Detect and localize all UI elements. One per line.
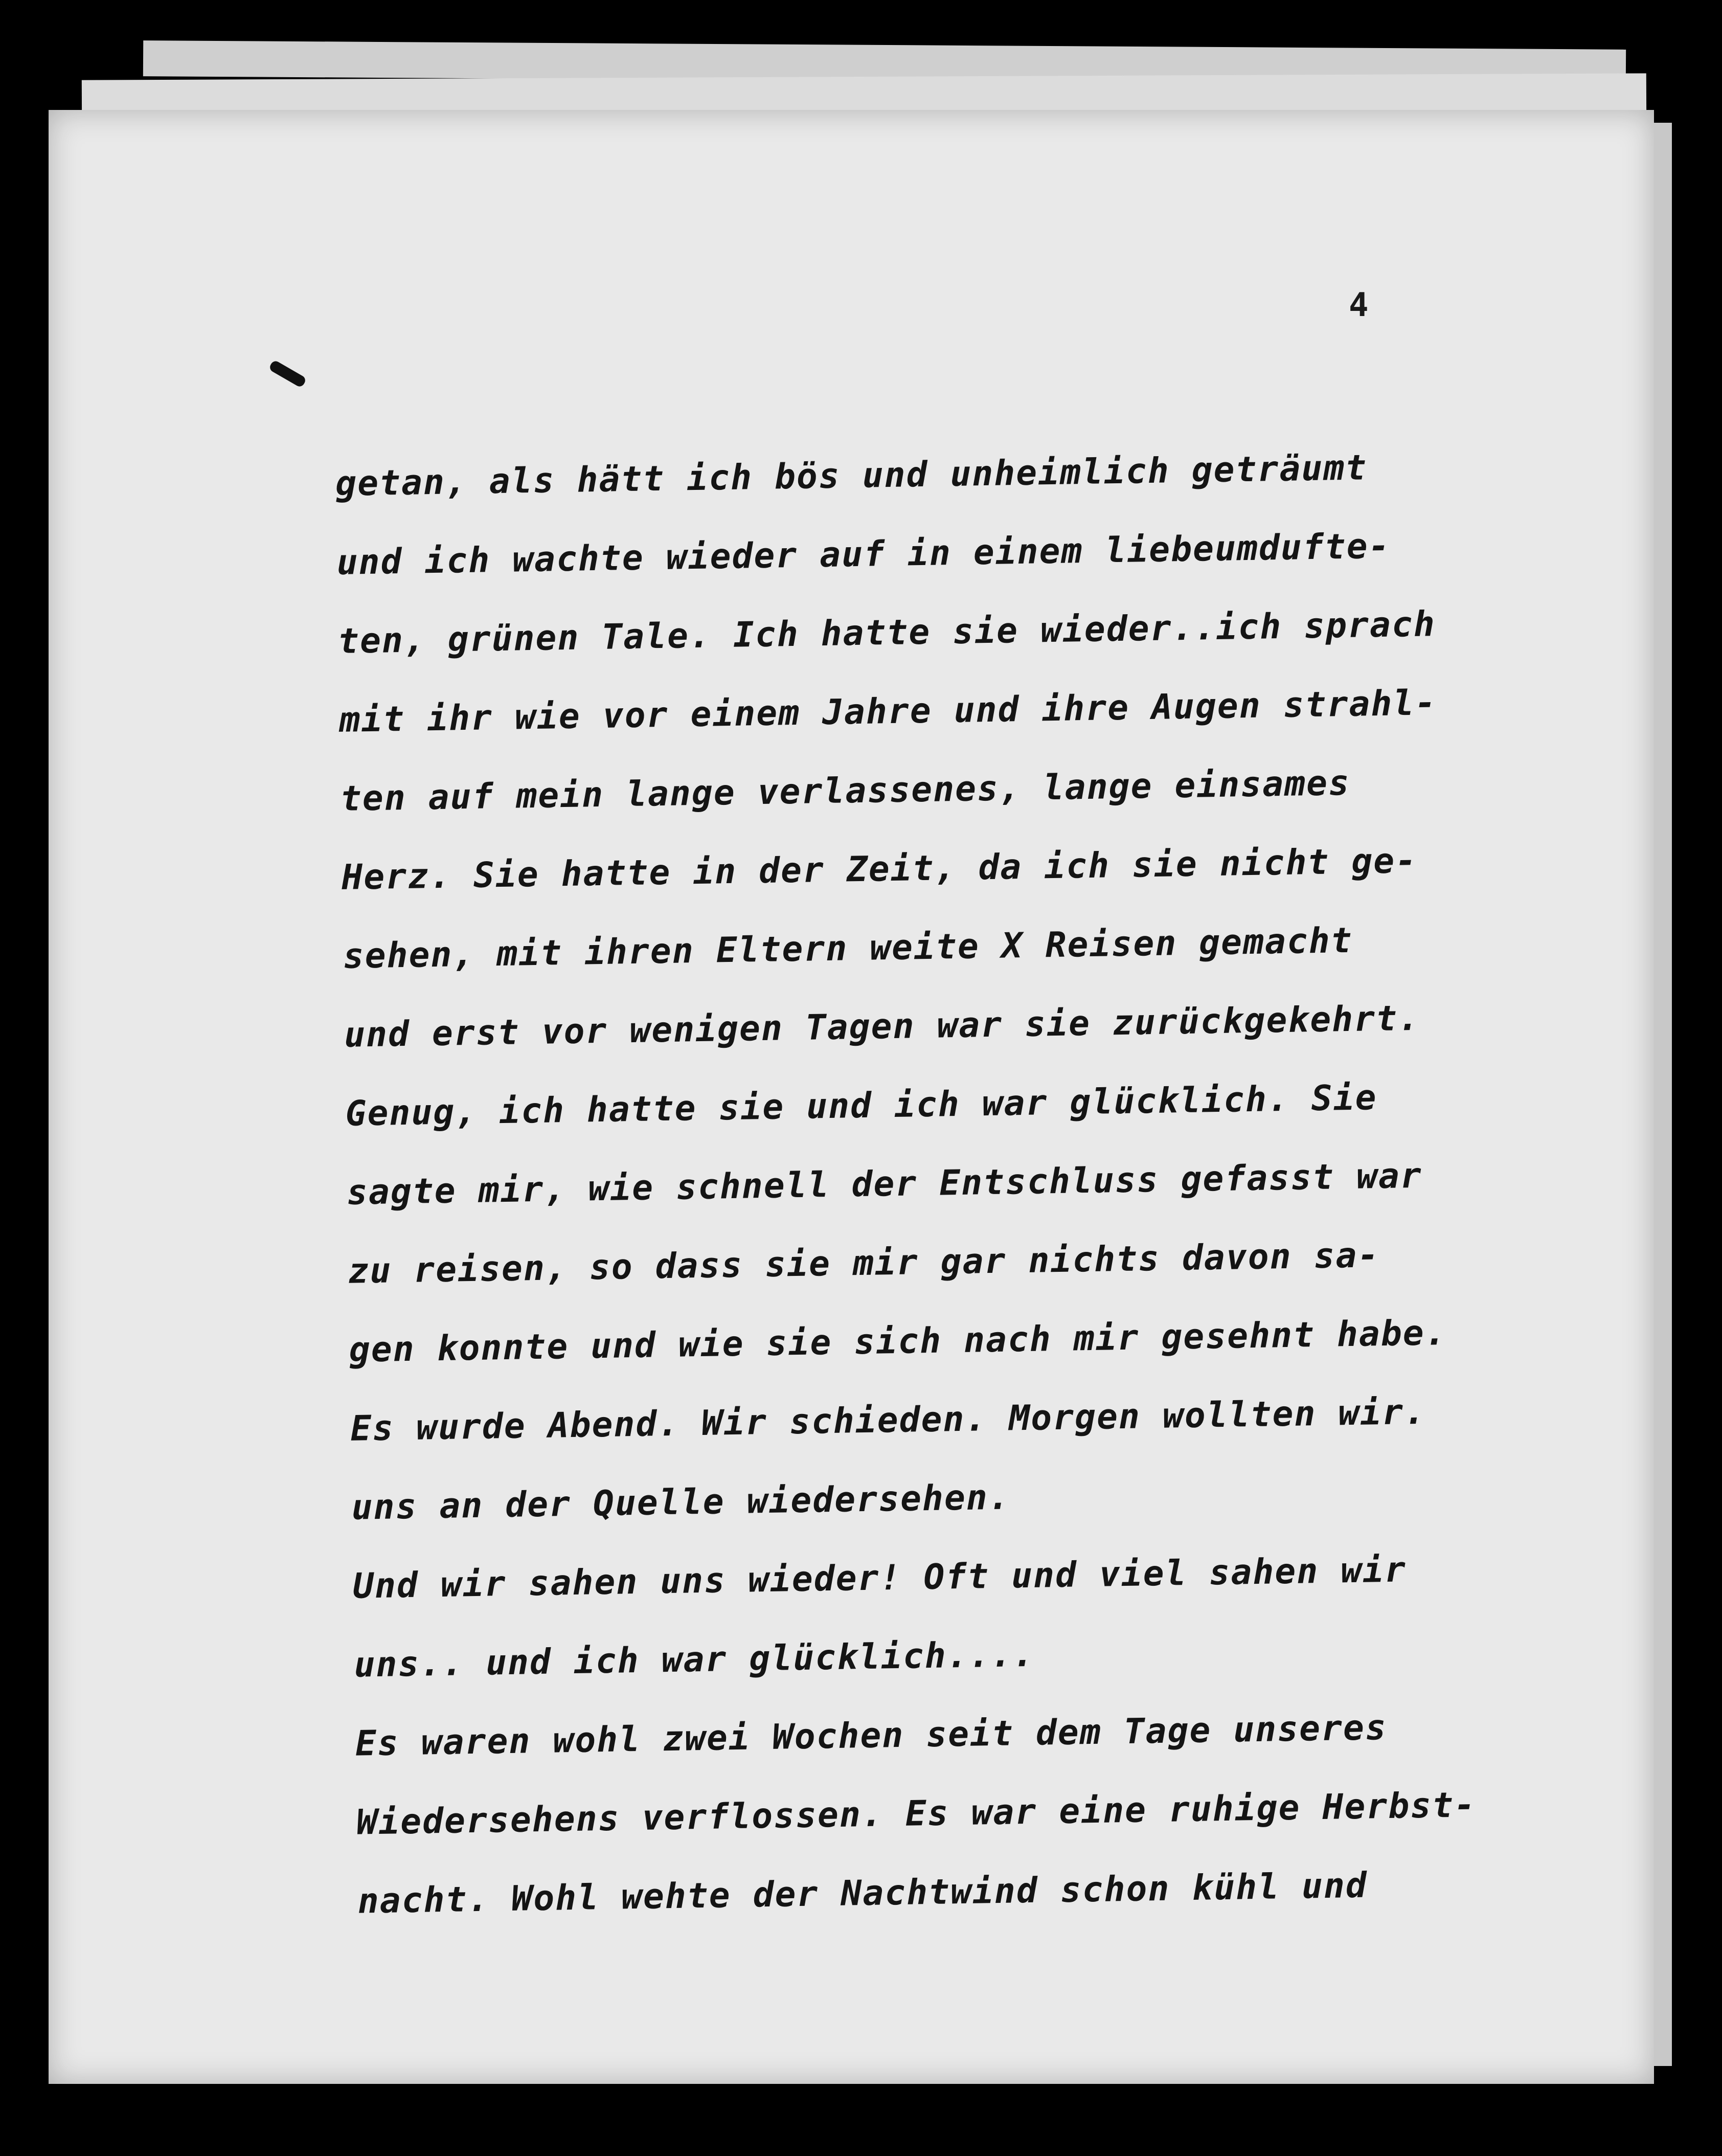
text-line: Und wir sahen uns wieder! Oft und viel sahen wir: [352, 1549, 1407, 1607]
text-line: uns an der Quelle wiedersehen.: [351, 1477, 1011, 1528]
text-line: und ich wachte wieder auf in einem liebeumdufte-: [336, 526, 1391, 583]
text-line: getan, als hätt ich bös und unheimlich geträumt: [335, 447, 1368, 504]
ink-mark: [268, 360, 307, 389]
text-line: ten auf mein lange verlassenes, lange einsames: [340, 762, 1351, 819]
paper-edge: [1654, 123, 1672, 2066]
text-line: sagte mir, wie schnell der Entschluss gefasst war: [346, 1155, 1423, 1213]
page-number: 4: [1349, 286, 1369, 324]
text-line: Genug, ich hatte sie und ich war glücklich. Sie: [345, 1077, 1378, 1134]
text-line: mit ihr wie vor einem Jahre und ihre Augen strahl-: [338, 683, 1437, 740]
text-line: zu reisen, so dass sie mir gar nichts davon sa-: [347, 1235, 1380, 1292]
text-line: sehen, mit ihren Eltern weite X Reisen gemacht: [343, 920, 1353, 977]
typewritten-text: [335, 425, 1606, 1941]
text-line: gen konnte und wie sie sich nach mir gesehnt habe.: [349, 1313, 1447, 1371]
text-line: und erst vor wenigen Tagen war sie zurückgekehrt.: [344, 998, 1420, 1055]
text-line: Es waren wohl zwei Wochen seit dem Tage unseres: [355, 1707, 1388, 1764]
text-line: Herz. Sie hatte in der Zeit, da ich sie nicht ge-: [341, 840, 1418, 898]
text-line: uns.. und ich war glücklich....: [353, 1634, 1035, 1686]
text-line: nacht. Wohl wehte der Nachtwind schon kühl und: [357, 1865, 1368, 1922]
text-line: Wiedersehens verflossen. Es war eine ruhige Herbst-: [356, 1785, 1477, 1843]
text-line: Es wurde Abend. Wir schieden. Morgen wollten wir.: [350, 1391, 1426, 1449]
text-line: ten, grünen Tale. Ich hatte sie wieder..ich sprach: [337, 604, 1436, 662]
